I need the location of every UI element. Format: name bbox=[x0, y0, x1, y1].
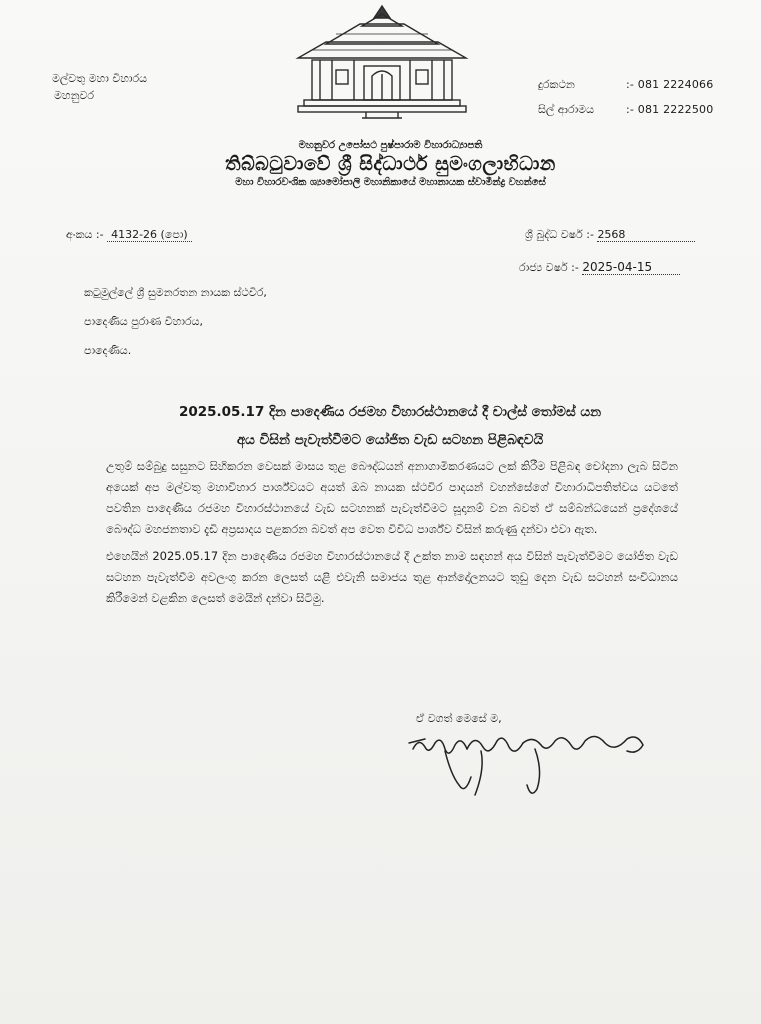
recipient-line: කටුමුල්ලේ ශ්‍රී සුමනරතන නායක ස්ථවිර, bbox=[84, 286, 267, 299]
sil-aramaya-row bbox=[538, 97, 713, 122]
date-label: රාජ්‍ය වර්ෂ :- bbox=[519, 261, 579, 274]
phone-row bbox=[538, 72, 713, 97]
address-line: මල්වතු මහා විහාරය bbox=[52, 72, 148, 85]
handwritten-signature bbox=[405, 725, 655, 805]
letter-body bbox=[106, 456, 678, 615]
title-line-1: මහනුවර උපෝසථ පුෂ්පාරාම විහාරාධ්‍යාපති bbox=[298, 140, 483, 151]
sender-address bbox=[52, 70, 147, 104]
address-line: මහනුවර bbox=[54, 89, 95, 102]
temple-logo bbox=[292, 4, 472, 120]
body-paragraph: එහෙයින් 2025.05.17 දින පාදෙණිය රජමහ විහාරස්ථානයේ දී උක්ත නාම සඳහන් අය විසින් පැවැත්වීමට යෝජිත වැඩ සටහන පැවැත්වීම අවලංගු කරන ලෙසත් යළි එවැනි සමාජය තුළ ආන්දෝලනයට තුඩු දෙන වැඩ සටහන් සංවිධානය කිරීමෙන් වළකින ලෙසත් මෙයින් දන්වා සිටිමු. bbox=[106, 549, 678, 605]
title-line-3: මහා විහාරවංශික ශ්‍යාමෝපාලි මහානිකායේ මහානායක ස්වාමීන්ද්‍ර වහන්සේ bbox=[235, 177, 546, 188]
letter-date bbox=[519, 260, 680, 275]
date-value: 2025-04-15 bbox=[582, 260, 680, 275]
letterhead-title bbox=[0, 140, 761, 188]
ref-value: 4132-26 (පො) bbox=[107, 228, 192, 242]
contact-info bbox=[538, 72, 713, 122]
subject-line: අය විසින් පැවැත්වීමට යෝජිත වැඩ සටහන පිළිබඳවයි bbox=[236, 432, 544, 448]
buddhist-year-value: 2568 bbox=[597, 228, 695, 242]
phone-label: දුරකථන bbox=[538, 78, 575, 91]
phone-value: :- 081 2224066 bbox=[626, 78, 714, 91]
ref-label: අංකය :- bbox=[66, 228, 104, 241]
body-paragraph: උතුම් සම්බුදු සසුනට සිහිකරන වෙසක් මාසය තුළ බෞද්ධයන් අනාගාමිකරණයට ලක් කිරීම පිළිබඳ චෝදනා ලැබ සිටින අයෙක් අප මල්වතු මහාවිහාර පාර්ශ්වයට අයත් ඔබ නායක ස්ථවිර පාදයන් වහන්සේගේ විහාරාධිපතිත්වය යටතේ පවතින පාදෙණිය රජමහ විහාරස්ථානයේ වැඩ සටහනක් පැවැත්වීමට සූදානම් වන බවත් ඒ සම්බන්ධයෙන් ප්‍රදේශයේ බෞද්ධ මහජනතාව දැඩි අප්‍රසාදය පළකරන බවත් අප වෙත විවිධ පාර්ශ්ව විසින් කරුණු දන්වා එවා ඇත. bbox=[106, 459, 678, 536]
sil-aramaya-label: සිල් ආරාමය bbox=[538, 103, 595, 116]
closing-phrase: ඒ වගත් මෙසේ ම, bbox=[416, 712, 502, 725]
prelate-name: තිබ්බටුවාවේ ශ්‍රී සිද්ධාර්ථ සුමංගලාභිධාන bbox=[225, 153, 556, 175]
sil-aramaya-value: :- 081 2222500 bbox=[626, 103, 714, 116]
recipient-line: පාදෙණිය. bbox=[84, 344, 132, 357]
recipient-line: පාදෙණිය පුරාණ විහාරය, bbox=[84, 315, 203, 328]
buddhist-year bbox=[525, 228, 695, 242]
subject-line: 2025.05.17 දින පාදෙණිය රජමහ විහාරස්ථානයේ දී චාල්ස් තෝමස් යන bbox=[178, 404, 602, 420]
recipient-address bbox=[84, 278, 267, 365]
reference-number bbox=[66, 228, 192, 242]
buddhist-year-label: ශ්‍රී බුද්ධ වර්ෂ :- bbox=[525, 228, 594, 241]
letter-subject bbox=[60, 398, 720, 454]
